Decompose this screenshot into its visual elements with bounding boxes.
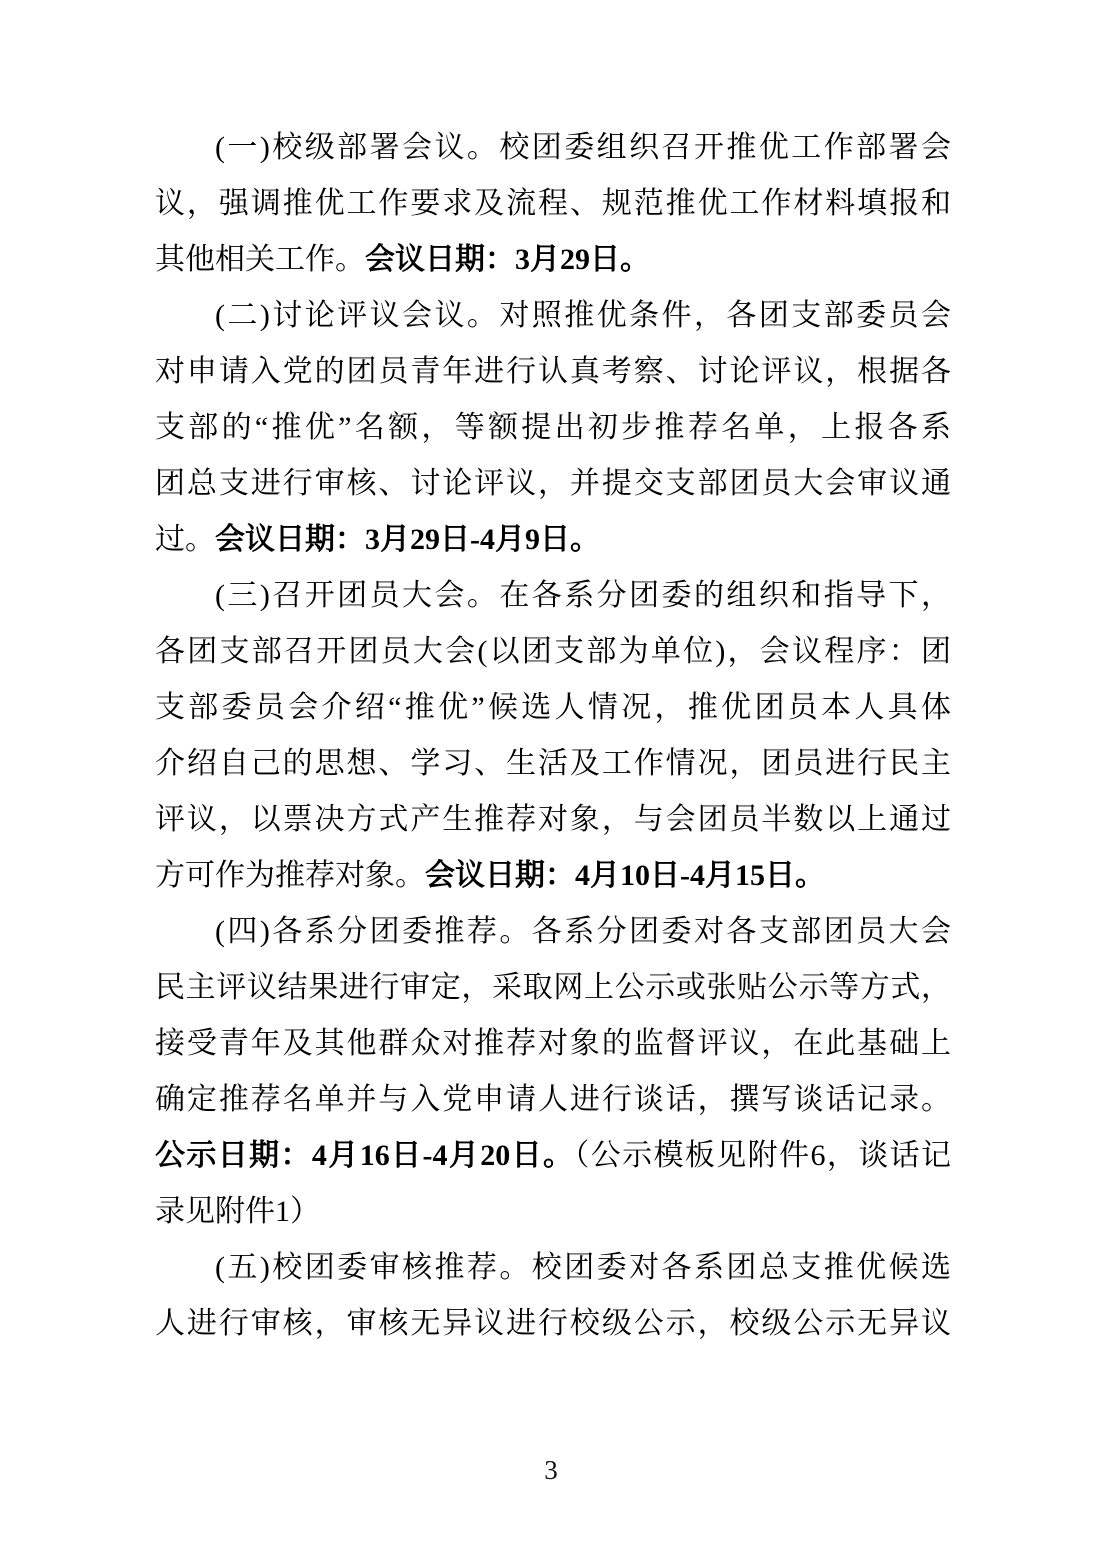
text-run: 其他相关工作。: [155, 243, 365, 276]
text-run: (一)校级部署会议。校团委组织召开推优工作部署会: [215, 131, 951, 164]
bold-text-run: 会议日期：3月29日。: [365, 243, 650, 276]
text-run: 支部委员会介绍“推优”候选人情况，推优团员本人具体: [155, 691, 951, 724]
text-run: (二)讨论评议会议。对照推优条件，各团支部委员会: [215, 299, 951, 332]
text-line: [155, 792, 951, 848]
page-number: 3: [544, 1455, 558, 1485]
text-run: 确定推荐名单并与入党申请人进行谈话，撰写谈话记录。: [155, 1083, 951, 1116]
paragraph: [155, 288, 951, 568]
text-line: [155, 232, 951, 288]
text-line: [155, 1072, 951, 1128]
document-body: [155, 120, 951, 1352]
text-run: 人进行审核，审核无异议进行校级公示，校级公示无异议: [155, 1307, 951, 1340]
text-line: [155, 344, 951, 400]
text-line: [155, 960, 951, 1016]
text-line: [155, 904, 951, 960]
page-footer: [0, 1452, 1102, 1488]
paragraph: [155, 120, 951, 288]
text-run: (三)召开团员大会。在各系分团委的组织和指导下，: [215, 579, 951, 612]
text-line: [155, 624, 951, 680]
text-run: 评议，以票决方式产生推荐对象，与会团员半数以上通过: [155, 803, 951, 836]
text-run: 团总支进行审核、讨论评议，并提交支部团员大会审议通: [155, 467, 951, 500]
text-line: [155, 400, 951, 456]
bold-text-run: 会议日期：3月29日-4月9日。: [215, 523, 600, 556]
text-line: [155, 1128, 951, 1184]
text-line: [155, 736, 951, 792]
text-line: [155, 1184, 951, 1240]
text-line: [155, 680, 951, 736]
text-run: (五)校团委审核推荐。校团委对各系团总支推优候选: [215, 1251, 951, 1284]
text-run: 对申请入党的团员青年进行认真考察、讨论评议，根据各: [155, 355, 951, 388]
paragraph: [155, 1240, 951, 1352]
text-line: [155, 456, 951, 512]
text-line: [155, 176, 951, 232]
text-line: [155, 1296, 951, 1352]
text-run: （公示模板见附件6，谈话记: [574, 1139, 951, 1172]
text-run: 各团支部召开团员大会(以团支部为单位)，会议程序：团: [155, 635, 951, 668]
text-line: [155, 512, 951, 568]
bold-text-run: 公示日期：4月16日-4月20日。: [155, 1139, 575, 1172]
text-run: 过。: [155, 523, 215, 556]
text-line: [155, 848, 951, 904]
text-run: 介绍自己的思想、学习、生活及工作情况，团员进行民主: [155, 747, 951, 780]
text-line: [155, 568, 951, 624]
paragraph: [155, 568, 951, 904]
paragraph: [155, 904, 951, 1240]
text-line: [155, 120, 951, 176]
text-run: (四)各系分团委推荐。各系分团委对各支部团员大会: [215, 915, 951, 948]
text-run: 议，强调推优工作要求及流程、规范推优工作材料填报和: [155, 187, 951, 220]
text-run: 方可作为推荐对象。: [155, 859, 425, 892]
text-run: 民主评议结果进行审定，采取网上公示或张贴公示等方式，: [155, 971, 951, 1004]
bold-text-run: 会议日期：4月10日-4月15日。: [425, 859, 825, 892]
text-line: [155, 288, 951, 344]
text-line: [155, 1240, 951, 1296]
text-line: [155, 1016, 951, 1072]
text-run: 录见附件1）: [155, 1195, 320, 1228]
text-run: 接受青年及其他群众对推荐对象的监督评议，在此基础上: [155, 1027, 951, 1060]
text-run: 支部的“推优”名额，等额提出初步推荐名单，上报各系: [155, 411, 951, 444]
